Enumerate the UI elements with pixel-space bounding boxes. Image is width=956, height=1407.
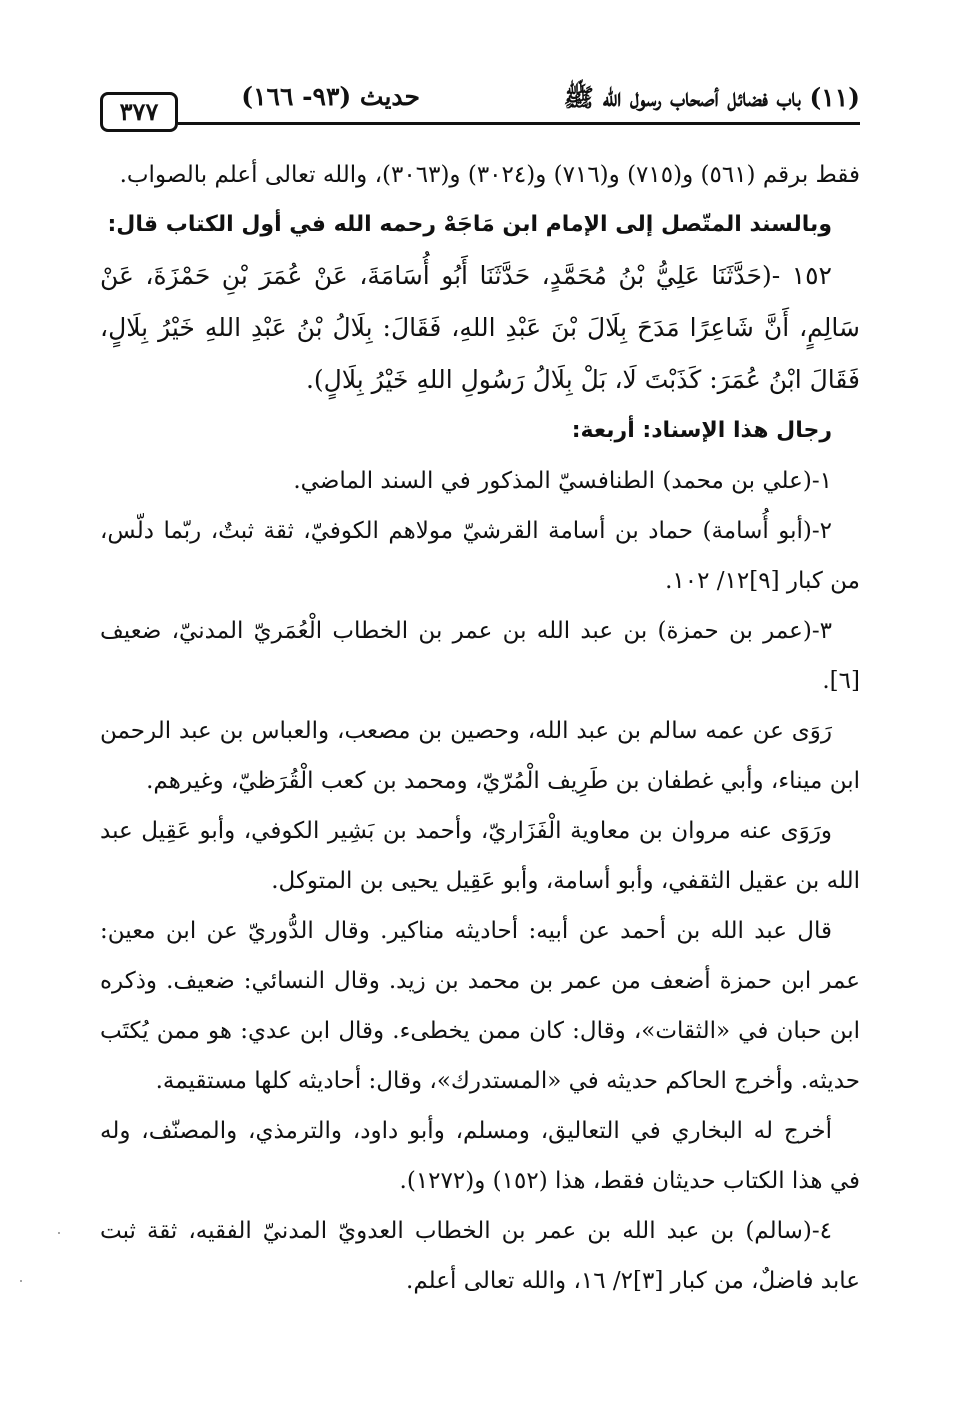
scan-speck [58,1232,60,1234]
page-body [100,150,860,1306]
hadith-range: حديث (٩٣- ١٦٦) [241,82,420,111]
narrator-2: ٢-(أبو أُسامة) حماد بن أسامة القرشيّ مولاهم الكوفيّ، ثقة ثبتٌ، ربّما دلّس، من كبار [٩]١٢/ ١٠٢. [100,518,860,594]
scan-speck [20,1280,22,1282]
chain-heading: وبالسند المتّصل إلى الإمام ابن مَاجَهْ رحمه الله في أول الكتاب قال: [107,212,832,237]
page-header [100,72,860,128]
paragraph-previous-ending: فقط برقم (٥٦١) و(٧١٥) و(٧١٦) و(٣٠٢٤) و(٣٠٦٣)، والله تعالى أعلم بالصواب. [119,162,860,188]
narrator-1: ١-(علي بن محمد) الطنافسيّ المذكور في السند الماضي. [293,468,832,494]
narrator-3: ٣-(عمر بن حمزة) بن عبد الله بن عمر بن الخطاب الْعُمَريّ المدنيّ، ضعيف [٦]. [100,618,860,694]
narrators-heading: رجال هذا الإسناد: أربعة: [571,418,832,443]
page-number: ٣٧٧ [100,92,178,132]
narrator-3-grading: قال عبد الله بن أحمد عن أبيه: أحاديثه مناكير. وقال الدُّوريّ عن ابن معين: عمر ابن حمزة أضعف من عمر بن محمد بن زيد. وقال النسائي: ضعيف. وذكره ابن حبان في «الثقات»، وقال: كان ممن يخطىء. وقال ابن عدي: هو ممن يُكتَب حديثه. وأخرج الحاكم حديثه في «المستدرك»، وقال: أحاديثه كلها مستقيمة. [100,918,860,1094]
narrator-3-teachers: رَوَى عن عمه سالم بن عبد الله، وحصين بن مصعب، والعباس بن عبد الرحمن ابن ميناء، وأبي غطفان بن طَرِيف الْمُرّيّ، ومحمد بن كعب الْقُرَظيّ، وغيرهم. [100,718,860,794]
chapter-title: (١١) باب فضائل أصحاب رسول الله ﷺ [563,83,860,112]
header-divider [178,122,860,125]
narrator-3-sources: أخرج له البخاري في التعاليق، ومسلم، وأبو داود، والترمذي، والمصنّف، وله في هذا الكتاب حديثان فقط، هذا (١٥٢) و(١٢٧٢). [100,1118,860,1194]
hadith-152-text: ١٥٢ -(حَدَّثَنَا عَلِيُّ بْنُ مُحَمَّدٍ، حَدَّثَنَا أَبُو أُسَامَةَ، عَنْ عُمَرَ بْنِ حَمْزَةَ، عَنْ سَالِمٍ، أَنَّ شَاعِرًا مَدَحَ بِلَالَ بْنَ عَبْدِ اللهِ، فَقَالَ: بِلَالُ بْنُ عَبْدِ اللهِ خَيْرُ بِلَالٍ، فَقَالَ ابْنُ عُمَرَ: كَذَبْتَ لَا، بَلْ بِلَالُ رَسُولِ اللهِ خَيْرُ بِلَالٍ). [100,261,860,394]
narrator-4: ٤-(سالم) بن عبد الله بن عمر بن الخطاب العدويّ المدنيّ الفقيه، ثقة ثبت عابد فاضلٌ، من كبار [٣]٢/ ١٦، والله تعالى أعلم. [100,1218,860,1294]
narrator-3-students: ورَوَى عنه مروان بن معاوية الْفَزَاريّ، وأحمد بن بَشِير الكوفي، وأبو عَقِيل عبد الله بن عقيل الثقفي، وأبو أسامة، وأبو عَقِيل يحيى بن المتوكل. [100,818,860,894]
